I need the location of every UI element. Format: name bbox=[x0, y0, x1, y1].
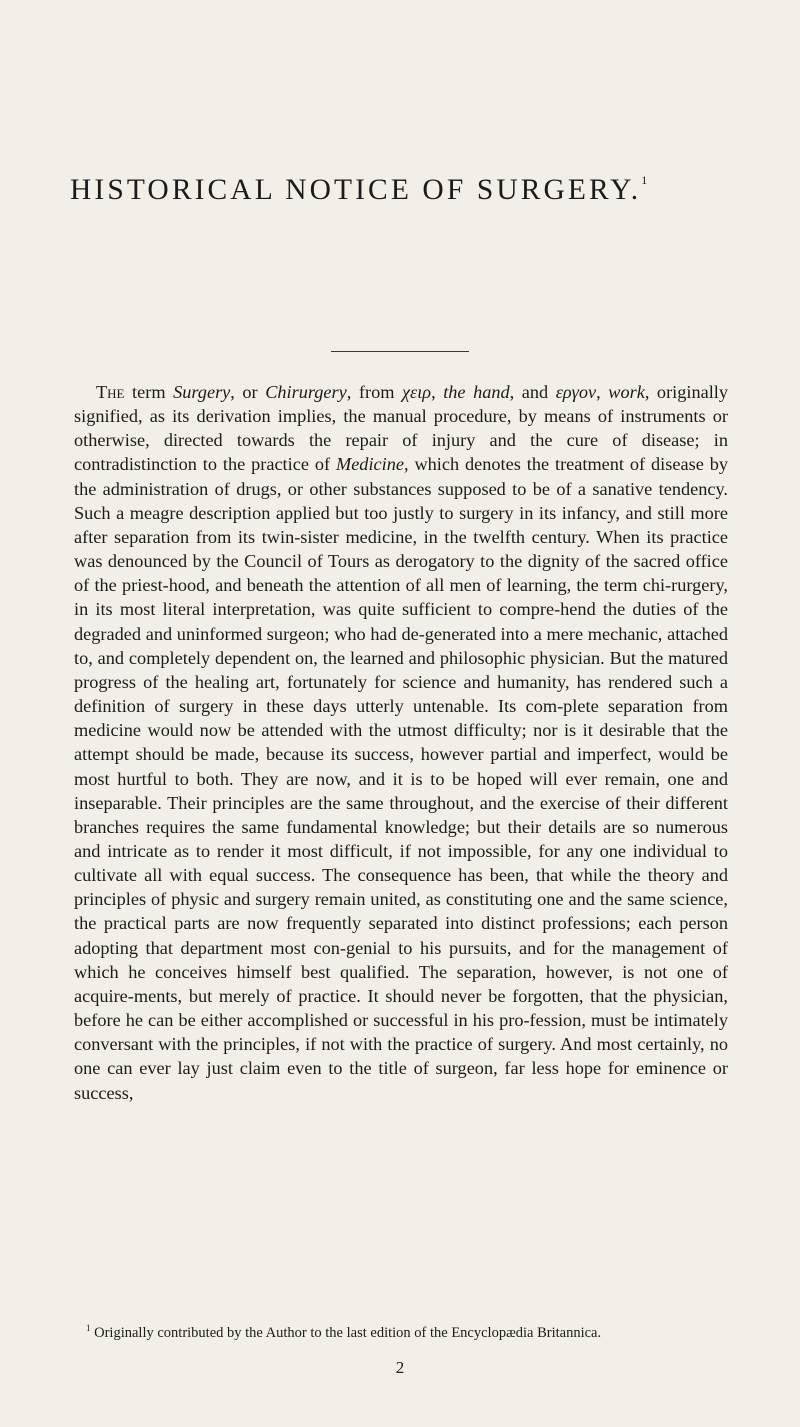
lead-word: The bbox=[96, 382, 125, 402]
italic-term: Medicine bbox=[335, 454, 404, 475]
footnote-marker: 1 bbox=[86, 1323, 91, 1333]
italic-term: the hand bbox=[443, 382, 510, 402]
body-text-run: , and bbox=[509, 382, 556, 402]
body-paragraph bbox=[74, 380, 728, 1105]
body-text-run: , originally signified, as its derivation implies, the manual procedure, by means of instruments or otherwise, directed towards the repair of injury and the cure of disease; in contradistinction to the practice of bbox=[74, 382, 729, 475]
italic-term: work bbox=[608, 382, 645, 402]
italic-term: εργον bbox=[555, 382, 597, 402]
page-title bbox=[70, 173, 750, 206]
italic-term: χειρ bbox=[401, 382, 432, 402]
body-text-run: , or bbox=[230, 382, 266, 402]
body-text-run: , from bbox=[346, 382, 402, 402]
footnote-text: Originally contributed by the Author to the last edition of the Encyclopædia Britannica. bbox=[90, 1324, 602, 1341]
italic-term: Surgery bbox=[173, 382, 231, 402]
italic-term: Chirurgery bbox=[265, 382, 347, 402]
body-text-run: , bbox=[596, 382, 609, 402]
title-text: HISTORICAL NOTICE OF SURGERY. bbox=[70, 174, 642, 206]
footnote bbox=[74, 1319, 728, 1343]
page-number: 2 bbox=[395, 1358, 405, 1377]
body-text bbox=[74, 380, 728, 1105]
body-text-run: , which denotes the treatment of disease by the administration of drugs, or other substances supposed to be of a sanative tendency. Such a meagre description applied but too justly to surgery in its infancy, and still more after separation from its twin-sister medicine, in the twelfth century. When its practice was denounced by the Council of Tours as derogatory to the dignity of the sacred office of the priest-hood, and beneath the attention of all men of learning, the term chi-rurgery, in its most literal interpretation, was quite sufficient to compre-hend the duties of the degraded and uninformed surgeon; who had de-generated into a mere mechanic, attached to, and completely dependent on, the learned and philosophic physician. But the matured progress of the healing art, fortunately for science and humanity, has rendered such a definition of surgery in these days utterly untenable. Its com-plete separation from medicine would now be attended with the utmost difficulty; nor is it desirable that the attempt should be made, because its success, however partial and imperfect, would be most hurtful to both. They are now, and it is to be hoped will ever remain, one and inseparable. Their principles are the same throughout, and the exercise of their different branches requires the same fundamental knowledge; but their details are so numerous and intricate as to render it most difficult, if not impossible, for any one individual to cultivate all with equal success. The consequence has been, that while the theory and principles of physic and surgery remain united, as constituting one and the same science, the practical parts are now frequently separated into distinct professions; each person adopting that department most con-genial to his pursuits, and for the management of which he conceives himself best qualified. The separation, however, is not one of acquire-ments, but merely of practice. It should never be forgotten, that the physician, before he can be either accomplished or successful in his pro-fession, must be intimately conversant with the principles, if not with the practice of surgery. And most certainly, no one can ever lay just claim even to the title of surgeon, far less hope for eminence or success, bbox=[74, 454, 728, 1103]
body-text-run: term bbox=[124, 382, 174, 402]
title-divider bbox=[331, 351, 469, 352]
body-text-run: , bbox=[431, 382, 444, 402]
title-footnote-marker: 1 bbox=[641, 173, 648, 187]
